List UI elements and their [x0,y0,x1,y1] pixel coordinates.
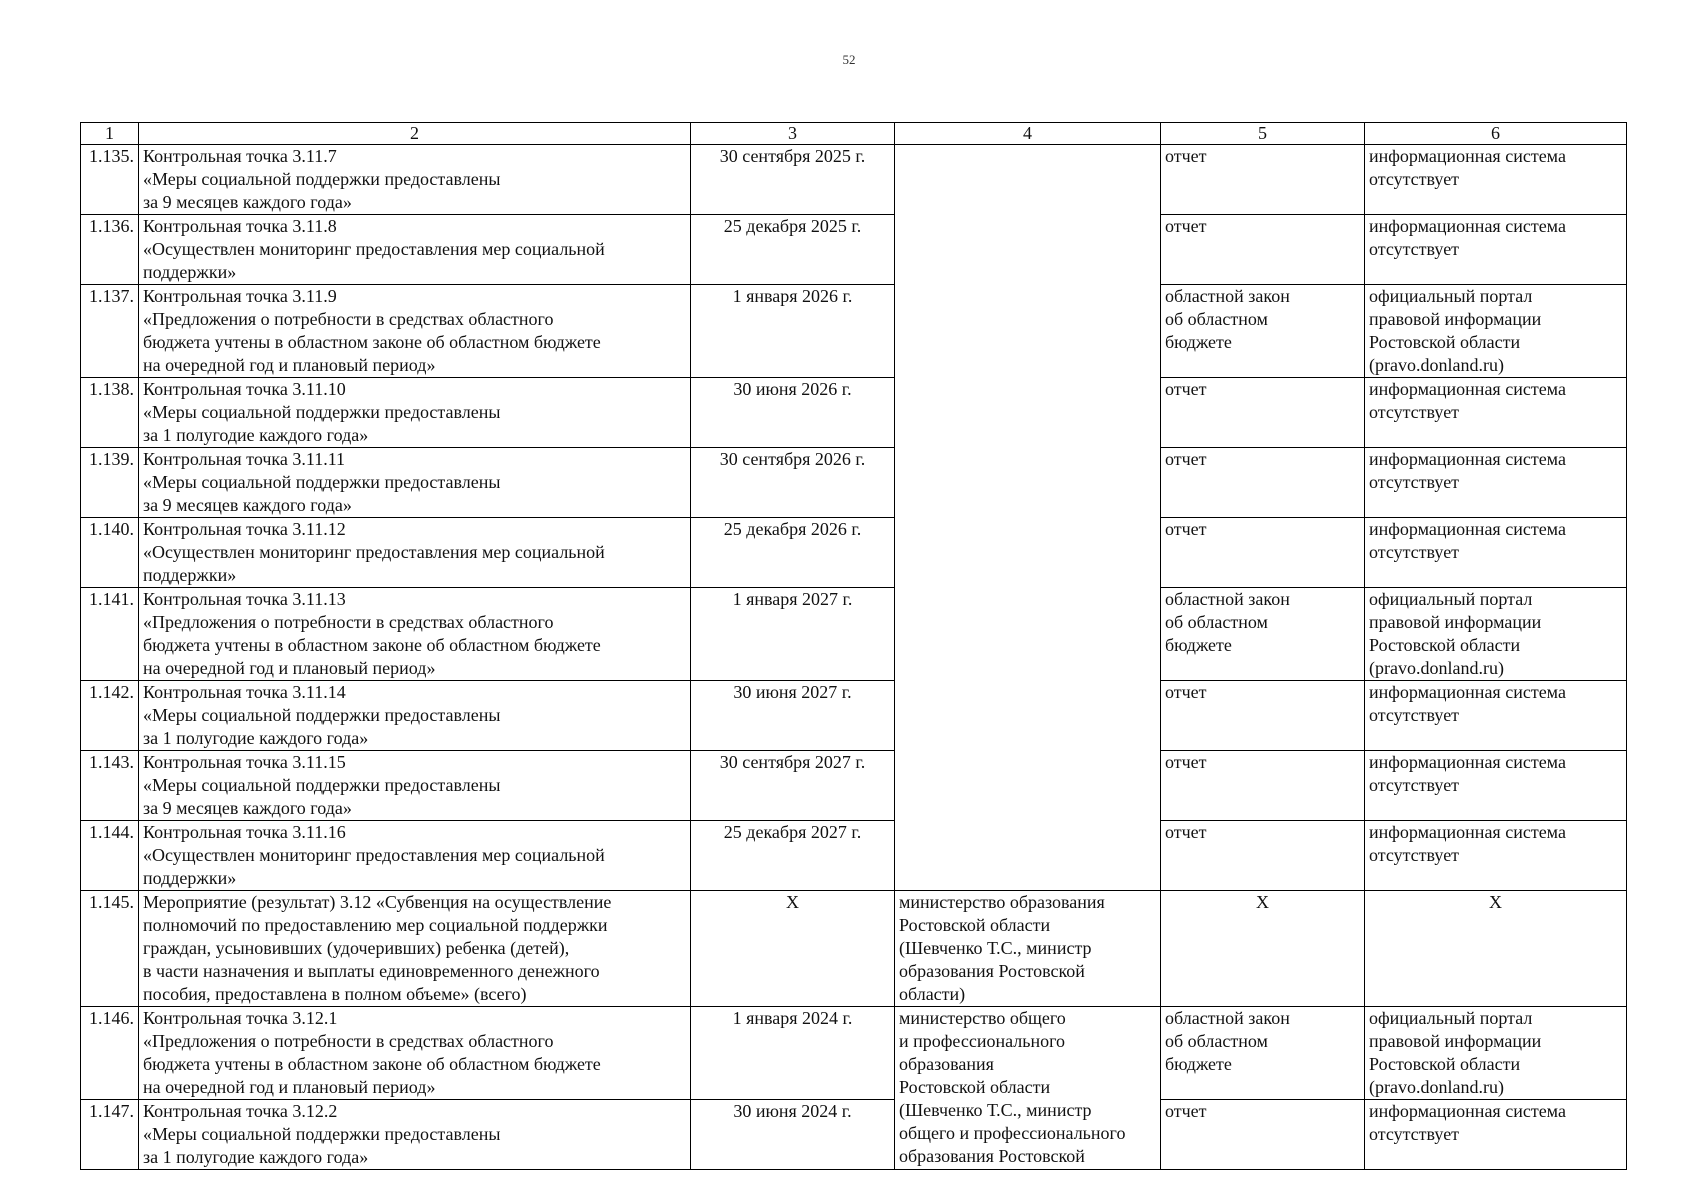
document-line: отчет [1165,379,1207,399]
row-source [1365,821,1627,891]
document-line: об областном [1165,1031,1268,1051]
responsible-line: министерство образования [899,892,1105,912]
source-line: Ростовской области [1369,1054,1521,1074]
source-line: информационная система [1369,1101,1566,1121]
row-number: 1.138. [81,378,139,448]
source-line: отсутствует [1369,542,1460,562]
row-description [139,448,691,518]
row-number: 1.137. [81,285,139,378]
table-row [81,1100,1627,1170]
source-line: (pravo.donland.ru) [1369,658,1504,678]
row-description [139,518,691,588]
table-row [81,285,1627,378]
source-line: отсутствует [1369,402,1460,422]
description-line: на очередной год и плановый период» [143,355,436,375]
document-line: об областном [1165,309,1268,329]
row-source [1365,448,1627,518]
row-date: 30 сентября 2025 г. [691,145,895,215]
source-line: информационная система [1369,519,1566,539]
row-source [1365,518,1627,588]
table-row [81,681,1627,751]
row-source [1365,588,1627,681]
source-line: отсутствует [1369,472,1460,492]
description-line: Контрольная точка 3.11.11 [143,449,346,469]
table-row [81,588,1627,681]
table-row [81,1007,1627,1100]
description-line: Контрольная точка 3.11.15 [143,752,346,772]
table-header-row [81,123,1627,145]
row-number: 1.146. [81,1007,139,1100]
source-line: отсутствует [1369,239,1460,259]
page-number: 52 [842,52,856,67]
row-number: 1.144. [81,821,139,891]
description-line: бюджета учтены в областном законе об областном бюджете [143,332,601,352]
description-line: на очередной год и плановый период» [143,658,436,678]
row-description [139,681,691,751]
row-number: 1.141. [81,588,139,681]
source-line: отсутствует [1369,705,1460,725]
row-source: X [1365,891,1627,1007]
row-date: X [691,891,895,1007]
source-line: правовой информации [1369,309,1542,329]
document-line: областной закон [1165,589,1290,609]
responsible-line: (Шевченко Т.С., министр [899,1100,1092,1120]
source-line: информационная система [1369,752,1566,772]
row-document [1161,518,1365,588]
source-line: Ростовской области [1369,332,1521,352]
row-document [1161,681,1365,751]
source-line: отсутствует [1369,169,1460,189]
source-line: информационная система [1369,216,1566,236]
row-source [1365,1100,1627,1170]
description-line: Контрольная точка 3.11.7 [143,146,337,166]
row-source [1365,285,1627,378]
row-number: 1.143. [81,751,139,821]
row-description [139,1100,691,1170]
row-document [1161,588,1365,681]
row-description [139,285,691,378]
responsible-line: и профессионального [899,1031,1066,1051]
description-line: Контрольная точка 3.11.9 [143,286,337,306]
table-row [81,891,1627,1007]
description-line: полномочий по предоставлению мер социальной поддержки [143,915,608,935]
document-line: отчет [1165,682,1207,702]
description-line: «Меры социальной поддержки предоставлены [143,1124,501,1144]
description-line: «Предложения о потребности в средствах областного [143,612,554,632]
row-document [1161,448,1365,518]
row-source [1365,215,1627,285]
source-line: информационная система [1369,146,1566,166]
responsible-line: области) [899,984,966,1004]
description-line: поддержки» [143,868,237,888]
table-row [81,751,1627,821]
row-date: 30 сентября 2026 г. [691,448,895,518]
row-document [1161,285,1365,378]
description-line: Контрольная точка 3.11.13 [143,589,346,609]
row-number: 1.135. [81,145,139,215]
description-line: за 9 месяцев каждого года» [143,798,352,818]
responsible-line: общего и профессионального [899,1123,1126,1143]
row-description [139,1007,691,1100]
row-source [1365,681,1627,751]
row-date: 25 декабря 2027 г. [691,821,895,891]
responsible-line: Ростовской области [899,1077,1051,1097]
source-line: правовой информации [1369,612,1542,632]
document-line: областной закон [1165,1008,1290,1028]
row-document: X [1161,891,1365,1007]
description-line: «Осуществлен мониторинг предоставления мер социальной [143,845,605,865]
responsible-line: Ростовской области [899,915,1051,935]
row-number: 1.145. [81,891,139,1007]
description-line: Мероприятие (результат) 3.12 «Субвенция на осуществление [143,892,612,912]
description-line: поддержки» [143,565,237,585]
row-document [1161,215,1365,285]
row-date: 30 сентября 2027 г. [691,751,895,821]
column-header: 6 [1365,123,1627,145]
row-date: 25 декабря 2026 г. [691,518,895,588]
description-line: Контрольная точка 3.11.14 [143,682,346,702]
row-document [1161,751,1365,821]
row-date: 25 декабря 2025 г. [691,215,895,285]
column-header: 1 [81,123,139,145]
row-date: 1 января 2026 г. [691,285,895,378]
description-line: «Осуществлен мониторинг предоставления мер социальной [143,542,605,562]
document-line: отчет [1165,449,1207,469]
document-line: об областном [1165,612,1268,632]
description-line: за 9 месяцев каждого года» [143,495,352,515]
row-date: 30 июня 2024 г. [691,1100,895,1170]
source-line: информационная система [1369,449,1566,469]
source-line: информационная система [1369,682,1566,702]
document-line: отчет [1165,519,1207,539]
description-line: за 1 полугодие каждого года» [143,425,369,445]
row-date: 1 января 2027 г. [691,588,895,681]
table-row [81,378,1627,448]
row-source [1365,1007,1627,1100]
description-line: граждан, усыновивших (удочеривших) ребенка (детей), [143,938,570,958]
source-line: отсутствует [1369,845,1460,865]
table-row [81,518,1627,588]
description-line: «Осуществлен мониторинг предоставления мер социальной [143,239,605,259]
description-line: бюджета учтены в областном законе об областном бюджете [143,1054,601,1074]
description-line: за 1 полугодие каждого года» [143,728,369,748]
description-line: «Меры социальной поддержки предоставлены [143,472,501,492]
description-line: в части назначения и выплаты единовременного денежного [143,961,600,981]
source-line: официальный портал [1369,1008,1533,1028]
document-line: отчет [1165,752,1207,772]
source-line: информационная система [1369,379,1566,399]
row-date: 30 июня 2027 г. [691,681,895,751]
description-line: «Предложения о потребности в средствах областного [143,309,554,329]
source-line: официальный портал [1369,589,1533,609]
row-document [1161,378,1365,448]
row-number: 1.142. [81,681,139,751]
source-line: Ростовской области [1369,635,1521,655]
control-points-table [80,122,1627,1170]
row-document [1161,145,1365,215]
description-line: бюджета учтены в областном законе об областном бюджете [143,635,601,655]
column-header: 4 [895,123,1161,145]
responsible-line: образования Ростовской [899,1146,1085,1166]
document-line: бюджете [1165,1054,1232,1074]
row-responsible [895,891,1161,1007]
row-number: 1.139. [81,448,139,518]
document-line: отчет [1165,822,1207,842]
responsible-line: министерство общего [899,1008,1066,1028]
column-header: 2 [139,123,691,145]
column-header: 3 [691,123,895,145]
description-line: за 9 месяцев каждого года» [143,192,352,212]
source-line: (pravo.donland.ru) [1369,355,1504,375]
document-line: отчет [1165,146,1207,166]
description-line: Контрольная точка 3.11.16 [143,822,346,842]
description-line: «Меры социальной поддержки предоставлены [143,402,501,422]
description-line: «Меры социальной поддержки предоставлены [143,705,501,725]
row-description [139,145,691,215]
document-line: бюджете [1165,635,1232,655]
row-description [139,891,691,1007]
description-line: «Меры социальной поддержки предоставлены [143,775,501,795]
row-description [139,378,691,448]
description-line: за 1 полугодие каждого года» [143,1147,369,1167]
row-document [1161,821,1365,891]
source-line: отсутствует [1369,775,1460,795]
responsible-cell-empty [895,145,1161,891]
source-line: официальный портал [1369,286,1533,306]
row-description [139,215,691,285]
table-row [81,215,1627,285]
row-source [1365,751,1627,821]
description-line: Контрольная точка 3.12.2 [143,1101,338,1121]
source-line: отсутствует [1369,1124,1460,1144]
document-line: бюджете [1165,332,1232,352]
row-number: 1.136. [81,215,139,285]
description-line: поддержки» [143,262,237,282]
description-line: «Предложения о потребности в средствах областного [143,1031,554,1051]
document-line: областной закон [1165,286,1290,306]
table-row [81,448,1627,518]
row-source [1365,378,1627,448]
document-line: отчет [1165,216,1207,236]
row-description [139,588,691,681]
row-number: 1.140. [81,518,139,588]
row-number: 1.147. [81,1100,139,1170]
row-date: 30 июня 2026 г. [691,378,895,448]
source-line: правовой информации [1369,1031,1542,1051]
responsible-line: (Шевченко Т.С., министр [899,938,1092,958]
table-row [81,821,1627,891]
row-description [139,821,691,891]
table-row [81,145,1627,215]
description-line: на очередной год и плановый период» [143,1077,436,1097]
responsible-line: образования Ростовской [899,961,1085,981]
column-header: 5 [1161,123,1365,145]
row-document [1161,1007,1365,1100]
row-source [1365,145,1627,215]
responsible-line: образования [899,1054,994,1074]
description-line: Контрольная точка 3.11.10 [143,379,346,399]
description-line: «Меры социальной поддержки предоставлены [143,169,501,189]
description-line: пособия, предоставлена в полном объеме» (всего) [143,984,527,1004]
row-date: 1 января 2024 г. [691,1007,895,1100]
description-line: Контрольная точка 3.12.1 [143,1008,338,1028]
source-line: информационная система [1369,822,1566,842]
row-document [1161,1100,1365,1170]
description-line: Контрольная точка 3.11.8 [143,216,337,236]
row-description [139,751,691,821]
document-line: отчет [1165,1101,1207,1121]
source-line: (pravo.donland.ru) [1369,1077,1504,1097]
description-line: Контрольная точка 3.11.12 [143,519,346,539]
row-responsible [895,1007,1161,1170]
